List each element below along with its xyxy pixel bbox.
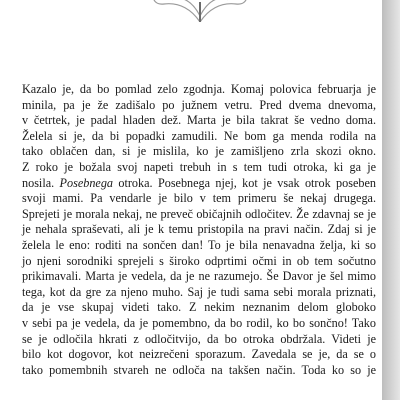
text-line: se je odločila hkrati z odločitvijo, da bo otroka obdržala. Videti je (22, 331, 376, 346)
text-line: Želela si je, da bi popadki zamudili. Ne bom ga menda rodila na (22, 128, 376, 143)
text-line: želela le eno: roditi na sončen dan! To je bila nenavadna želja, ki so (22, 237, 376, 252)
leaf-ornament-icon (150, 0, 250, 22)
text-line: minila, pa je že zadišalo po južnem vetru. Pred dvema dnevoma, (22, 97, 376, 112)
text-segment: otroka. Posebnega njej, kot je vsak otrok poseben (113, 175, 376, 190)
text-line (22, 176, 376, 192)
text-line: bilo kot dogovor, kot neizrečeni sporazum. Zavedala se je, da se o (22, 347, 376, 362)
body-paragraph (22, 82, 376, 378)
text-line: tako oblačen dan, si je mislila, ko je zamišljeno zrla skozi okno. (22, 144, 376, 159)
page-edge-shadow (382, 0, 400, 400)
text-line: tako pomembnih stvareh ne odloča na takšen način. Toda ko so je (22, 362, 376, 377)
emphasized-word: Posebnega (59, 175, 114, 190)
text-line: je nehala spraševati, ali je k temu pristopila na pravi način. Zdaj si je (22, 222, 376, 237)
text-line: jo njeni sorodniki sprejeli s široko odprtimi očmi in ob tem sočutno (22, 253, 376, 268)
text-line: tega, kot da gre za njeno muho. Saj je tudi sama sebi morala priznati, (22, 284, 376, 299)
text-line: svoji mami. Pa vendarle je bilo v tem primeru še nekaj drugega. (22, 191, 376, 206)
text-line: Z roko je božala svoj napeti trebuh in s tem tudi otroka, ki ga je (22, 159, 376, 174)
text-line: Kazalo je, da bo pomlad zelo zgodnja. Komaj polovica februarja je (22, 82, 376, 96)
text-line: Sprejeti je morala nekaj, ne preveč običajnih odločitev. Že zdavnaj se je (22, 206, 376, 221)
text-line: v sebi pa je vedela, da je pomembno, da bo rodil, ko bo sončno! Tako (22, 315, 376, 330)
text-line: da je vse skupaj videti tako. Z nekim neznanim delom globoko (22, 300, 376, 315)
text-line: v četrtek, je padal hladen dež. Marta je bila takrat še vedno doma. (22, 113, 376, 128)
text-line: prikimavali. Marta je vedela, da je ne razumejo. Še Davor je šel mimo (22, 269, 376, 284)
text-segment: nosila. (22, 175, 60, 190)
